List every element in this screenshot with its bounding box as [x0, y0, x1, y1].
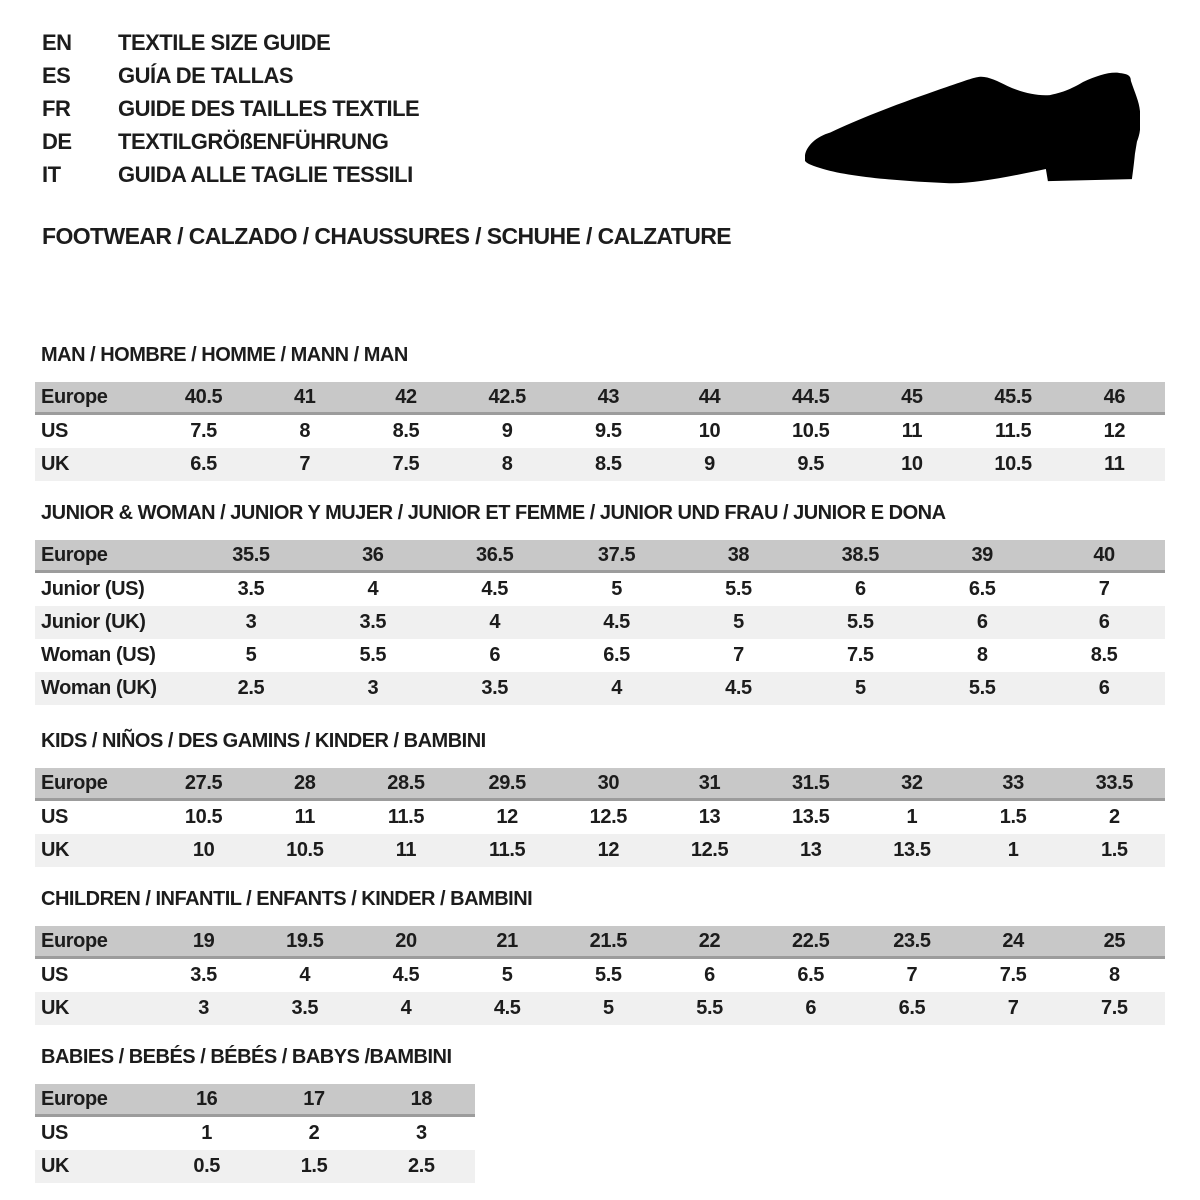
size-cell: 39: [921, 540, 1043, 572]
size-cell: 10.5: [254, 834, 355, 867]
size-cell: 2.5: [368, 1150, 475, 1183]
size-cell: 9.5: [595, 420, 622, 442]
size-cell: 3.5: [312, 606, 434, 639]
size-cell: 5.5: [725, 578, 752, 600]
row-label: US: [41, 1122, 68, 1144]
language-list: [42, 26, 419, 191]
table-row-uk: [35, 992, 1165, 1025]
size-cell: 28.5: [355, 768, 456, 800]
size-table-babies: [35, 1084, 475, 1183]
row-label: Woman (US): [41, 644, 156, 666]
size-cell: 19: [153, 926, 254, 958]
size-cell: 31.5: [760, 768, 861, 800]
size-cell: 45: [861, 382, 962, 414]
size-table-kids: [35, 768, 1165, 867]
table-row-us: [35, 800, 1165, 835]
size-cell: 6: [760, 992, 861, 1025]
size-cell: 9.5: [760, 448, 861, 481]
size-cell: 4: [556, 672, 678, 705]
size-cell: 3: [153, 992, 254, 1025]
size-cell: 3.5: [254, 992, 355, 1025]
size-cell: 3.5: [237, 578, 265, 600]
size-cell: 42.5: [457, 382, 558, 414]
table-row-europe: [35, 926, 1165, 958]
size-cell: 40.5: [153, 382, 254, 414]
size-cell: 3: [312, 672, 434, 705]
size-cell: 2.5: [190, 672, 312, 705]
row-label: Europe: [35, 382, 153, 414]
size-cell: 4.5: [457, 992, 558, 1025]
size-cell: 37.5: [556, 540, 678, 572]
size-cell: 10: [861, 448, 962, 481]
size-cell: 7: [963, 992, 1064, 1025]
size-cell: 43: [558, 382, 659, 414]
size-cell: 4.5: [556, 606, 678, 639]
row-label: US: [41, 964, 68, 986]
row-label: UK: [35, 834, 153, 867]
size-cell: 8: [1108, 964, 1120, 986]
size-cell: 35.5: [190, 540, 312, 572]
size-cell: 6.5: [153, 448, 254, 481]
size-cell: 1.5: [260, 1150, 367, 1183]
size-cell: 1: [906, 806, 918, 828]
size-cell: 1.5: [999, 806, 1027, 828]
size-cell: 45.5: [963, 382, 1064, 414]
language-row-it: [42, 158, 419, 191]
row-label: Europe: [35, 768, 153, 800]
table-row-uk: [35, 1150, 475, 1183]
size-cell: 20: [355, 926, 456, 958]
size-cell: 6.5: [968, 578, 996, 600]
table-row-junior-uk: [35, 606, 1165, 639]
size-cell: 10: [153, 834, 254, 867]
size-cell: 8.5: [1090, 644, 1118, 666]
table-row-uk: [35, 448, 1165, 481]
size-cell: 3.5: [190, 964, 217, 986]
size-cell: 5.5: [359, 644, 387, 666]
table-row-woman-us: [35, 639, 1165, 672]
row-label: US: [41, 420, 68, 442]
table-row-junior-us: [35, 572, 1165, 607]
table-row-us: [35, 958, 1165, 993]
size-cell: 27.5: [153, 768, 254, 800]
size-cell: 5.5: [595, 964, 622, 986]
size-cell: 44: [659, 382, 760, 414]
size-table-man: [35, 382, 1165, 481]
size-cell: 21.5: [558, 926, 659, 958]
size-cell: 11.5: [994, 420, 1032, 442]
section-title: CHILDREN / INFANTIL / ENFANTS / KINDER / BAMBINI: [41, 888, 533, 910]
size-cell: 1: [963, 834, 1064, 867]
size-cell: 38: [678, 540, 800, 572]
size-cell: 10.5: [184, 806, 223, 828]
language-code: IT: [42, 161, 61, 187]
row-label: Junior (US): [41, 578, 145, 600]
size-cell: 44.5: [760, 382, 861, 414]
size-cell: 10.5: [963, 448, 1064, 481]
size-cell: 4.5: [678, 672, 800, 705]
size-cell: 7.5: [355, 448, 456, 481]
size-cell: 11: [355, 834, 456, 867]
size-cell: 29.5: [457, 768, 558, 800]
size-cell: 18: [368, 1084, 475, 1116]
row-label: UK: [35, 992, 153, 1025]
size-cell: 12: [496, 806, 518, 828]
size-cell: 1.5: [1064, 834, 1165, 867]
size-cell: 6: [921, 606, 1043, 639]
size-cell: 12: [1103, 420, 1126, 442]
language-code: ES: [42, 62, 71, 88]
size-cell: 36.5: [434, 540, 556, 572]
size-cell: 25: [1064, 926, 1165, 958]
language-code: EN: [42, 29, 72, 55]
table-row-uk: [35, 834, 1165, 867]
size-cell: 3.5: [434, 672, 556, 705]
size-table-junior-woman: [35, 540, 1165, 705]
size-cell: 4.5: [481, 578, 508, 600]
size-cell: 5: [611, 578, 622, 600]
size-cell: 9: [659, 448, 760, 481]
size-cell: 32: [861, 768, 962, 800]
size-cell: 13.5: [792, 806, 830, 828]
size-cell: 42: [355, 382, 456, 414]
language-code: DE: [42, 128, 72, 154]
size-cell: 13.5: [861, 834, 962, 867]
size-cell: 5: [245, 644, 257, 666]
size-cell: 6.5: [797, 964, 825, 986]
language-row-en: [42, 26, 419, 59]
size-cell: 11: [901, 420, 923, 442]
size-cell: 2: [1108, 806, 1120, 828]
language-label: GUÍA DE TALLAS: [118, 62, 294, 88]
row-label: Europe: [35, 926, 153, 958]
size-cell: 0.5: [153, 1150, 260, 1183]
size-cell: 7: [1098, 578, 1110, 600]
size-cell: 6.5: [603, 644, 630, 666]
size-cell: 4: [299, 964, 311, 986]
size-cell: 8.5: [392, 420, 420, 442]
size-cell: 22.5: [760, 926, 861, 958]
size-cell: 6: [1043, 672, 1165, 705]
size-cell: 46: [1064, 382, 1165, 414]
size-table-children: [35, 926, 1165, 1025]
size-cell: 7.5: [999, 964, 1027, 986]
size-cell: 11: [294, 806, 315, 828]
row-label: UK: [35, 448, 153, 481]
size-cell: 10: [698, 420, 721, 442]
size-cell: 24: [963, 926, 1064, 958]
size-cell: 7.5: [847, 644, 874, 666]
size-cell: 41: [254, 382, 355, 414]
size-cell: 1: [201, 1122, 213, 1144]
language-row-fr: [42, 92, 419, 125]
row-label: US: [41, 806, 68, 828]
size-cell: 21: [457, 926, 558, 958]
size-cell: 4: [434, 606, 556, 639]
footwear-category-heading: FOOTWEAR / CALZADO / CHAUSSURES / SCHUHE / CALZATURE: [42, 223, 732, 249]
language-label: TEXTILGRÖßENFÜHRUNG: [118, 128, 389, 154]
row-label: Europe: [35, 540, 190, 572]
size-cell: 40: [1043, 540, 1165, 572]
size-cell: 8.5: [558, 448, 659, 481]
size-cell: 5: [799, 672, 921, 705]
language-row-es: [42, 59, 419, 92]
section-kids: [35, 730, 1165, 867]
size-cell: 4: [355, 992, 456, 1025]
section-title: KIDS / NIÑOS / DES GAMINS / KINDER / BAMBINI: [41, 730, 486, 752]
table-row-europe: [35, 1084, 475, 1116]
size-cell: 8: [976, 644, 988, 666]
size-cell: 7: [733, 644, 744, 666]
size-cell: 11.5: [457, 834, 558, 867]
size-cell: 2: [308, 1122, 320, 1144]
size-cell: 13: [698, 806, 721, 828]
size-cell: 3: [415, 1122, 427, 1144]
row-label: UK: [35, 1150, 153, 1183]
size-cell: 8: [457, 448, 558, 481]
size-cell: 8: [299, 420, 311, 442]
size-cell: 6: [1043, 606, 1165, 639]
size-cell: 5.5: [799, 606, 921, 639]
section-title: MAN / HOMBRE / HOMME / MANN / MAN: [41, 344, 408, 366]
size-cell: 36: [312, 540, 434, 572]
language-label: TEXTILE SIZE GUIDE: [118, 29, 331, 55]
language-label: GUIDA ALLE TAGLIE TESSILI: [118, 161, 413, 187]
size-cell: 22: [659, 926, 760, 958]
size-cell: 3: [190, 606, 312, 639]
size-cell: 5: [501, 964, 513, 986]
section-man: [35, 344, 1165, 481]
table-row-europe: [35, 540, 1165, 572]
section-children: [35, 888, 1165, 1025]
size-cell: 16: [153, 1084, 260, 1116]
table-row-us: [35, 414, 1165, 449]
size-cell: 6: [489, 644, 501, 666]
size-cell: 5.5: [659, 992, 760, 1025]
section-junior-woman: [35, 502, 1165, 705]
size-cell: 7: [254, 448, 355, 481]
size-cell: 19.5: [254, 926, 355, 958]
table-row-europe: [35, 382, 1165, 414]
size-cell: 30: [558, 768, 659, 800]
size-cell: 6: [704, 964, 715, 986]
section-title: BABIES / BEBÉS / BÉBÉS / BABYS /BAMBINI: [41, 1046, 452, 1068]
size-cell: 11.5: [387, 806, 425, 828]
section-babies: [35, 1046, 475, 1183]
table-row-us: [35, 1116, 475, 1151]
size-cell: 17: [260, 1084, 367, 1116]
size-cell: 5: [678, 606, 800, 639]
size-cell: 7: [906, 964, 918, 986]
size-cell: 31: [659, 768, 760, 800]
size-cell: 11: [1064, 448, 1165, 481]
size-cell: 5.5: [921, 672, 1043, 705]
size-cell: 10.5: [792, 420, 830, 442]
size-cell: 4.5: [392, 964, 420, 986]
size-cell: 4: [367, 578, 379, 600]
size-cell: 12.5: [659, 834, 760, 867]
table-row-woman-uk: [35, 672, 1165, 705]
size-cell: 23.5: [861, 926, 962, 958]
size-cell: 6.5: [861, 992, 962, 1025]
size-cell: 33.5: [1064, 768, 1165, 800]
size-cell: 28: [254, 768, 355, 800]
size-cell: 5: [558, 992, 659, 1025]
size-cell: 7.5: [190, 420, 217, 442]
shoe-icon: [805, 72, 1140, 187]
size-cell: 38.5: [799, 540, 921, 572]
language-code: FR: [42, 95, 71, 121]
size-cell: 9: [501, 420, 513, 442]
row-label: Europe: [35, 1084, 153, 1116]
language-label: GUIDE DES TAILLES TEXTILE: [118, 95, 420, 121]
size-cell: 12: [558, 834, 659, 867]
language-row-de: [42, 125, 419, 158]
size-cell: 7.5: [1064, 992, 1165, 1025]
size-cell: 12.5: [589, 806, 627, 828]
row-label: Woman (UK): [35, 672, 190, 705]
size-cell: 13: [760, 834, 861, 867]
table-row-europe: [35, 768, 1165, 800]
row-label: Junior (UK): [35, 606, 190, 639]
size-cell: 33: [963, 768, 1064, 800]
section-title: JUNIOR & WOMAN / JUNIOR Y MUJER / JUNIOR ET FEMME / JUNIOR UND FRAU / JUNIOR E DONA: [41, 502, 946, 524]
size-cell: 6: [854, 578, 866, 600]
